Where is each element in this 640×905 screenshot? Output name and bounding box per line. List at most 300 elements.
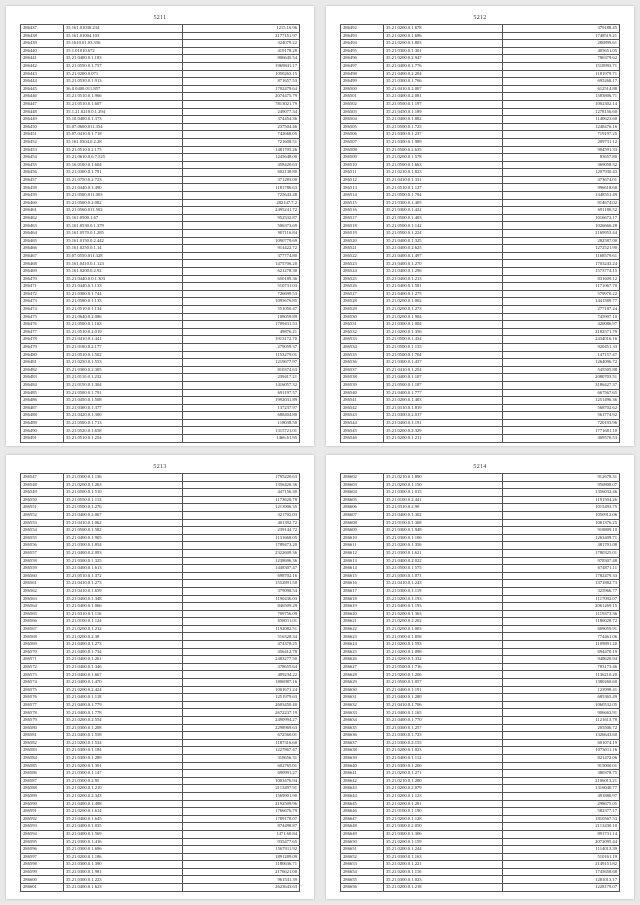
value-cell: 621278.30 [182,268,299,276]
table-row [21,343,300,351]
point-id-cell: 286583 [21,747,64,755]
point-id-cell: 286445 [21,85,64,93]
coordinate-cell: 35.21.0300.0.1.200 [383,762,502,770]
table-row [341,192,620,200]
point-id-cell: 286625 [341,648,384,656]
value-cell: 279059.37 [182,343,299,351]
point-id-cell: 286505 [341,123,384,131]
coordinate-cell: 35.21.0200.0.1.193 [383,595,502,603]
point-id-cell: 286496 [341,55,384,63]
coordinate-cell: 35.21.0510.0.1.966 [63,93,182,101]
point-id-cell: 286616 [341,580,384,588]
table-row [21,275,300,283]
point-id-cell: 286566 [21,618,64,626]
coordinate-cell: 35.21.0400.0.2.204 [383,70,502,78]
coordinate-cell: 35.21.0300.0.1.301 [383,47,502,55]
value-cell: 447156.30 [182,489,299,497]
coordinate-cell: 35.21.0400.0.2.093 [63,549,182,557]
coordinate-cell: 35.21.0300.0.1.858 [383,633,502,641]
value-cell: 1228179.07 [502,884,619,892]
coordinate-cell: 35.21.0200.0.2.343 [63,792,182,800]
point-id-cell: 286513 [341,184,384,192]
table-row [341,861,620,869]
point-id-cell: 286485 [21,389,64,397]
value-cell: 1264096.72 [502,359,619,367]
value-cell: 1789473.20 [182,542,299,550]
coordinate-cell: 35.21.0200.0.2.424 [63,686,182,694]
value-cell: 7813021.79 [182,100,299,108]
table-row [21,694,300,702]
coordinate-cell: 35.21.0300.0.2.017 [383,412,502,420]
value-cell: 137237.97 [182,404,299,412]
coordinate-cell: 35.21.0300.0.1.023 [383,876,502,884]
table-row [341,838,620,846]
table-row [21,747,300,755]
point-id-cell: 286602 [341,474,384,482]
value-cell: 1227867.47 [182,747,299,755]
point-id-cell: 286441 [21,55,64,63]
value-cell: 1002302.14 [502,100,619,108]
coordinate-cell: 35.21.0210.0.1.890 [383,474,502,482]
point-id-cell: 286652 [341,853,384,861]
point-id-cell: 286643 [341,785,384,793]
value-cell: 906663.91 [502,709,619,717]
table-row [21,305,300,313]
value-cell: 935477.65 [182,838,299,846]
table-row [21,78,300,86]
table-row [341,78,620,86]
value-cell: 2672237.19 [182,709,299,717]
value-cell: 1806987.16 [182,679,299,687]
coordinate-cell: 35.21.0440.0.0.1.303 [63,275,182,283]
point-id-cell: 286655 [341,876,384,884]
value-cell: 725643.48 [182,192,299,200]
coordinate-cell: 35.21.0400.0.1.905 [63,534,182,542]
value-cell: 371283.00 [182,176,299,184]
coordinate-cell: 35.21.0400.0.1.498 [63,800,182,808]
point-id-cell: 286501 [341,93,384,101]
point-id-cell: 286553 [21,519,64,527]
table-row [341,565,620,573]
table-row [21,199,300,207]
value-cell: 1913172.70 [182,336,299,344]
value-cell: 1573774.15 [502,268,619,276]
value-cell: 831609.12 [502,275,619,283]
table-row [21,435,300,443]
value-cell: 1969841.17 [182,62,299,70]
coordinate-cell: 35.07.0550.011.328 [63,252,182,260]
table-row [341,762,620,770]
coordinate-cell: 35.21.0410.0.1.331 [383,176,502,184]
value-cell: 209731.12 [502,138,619,146]
table-row [21,55,300,63]
value-cell: 409576.53 [502,435,619,443]
table-row [341,328,620,336]
value-cell: 2113497.91 [182,785,299,793]
coordinate-cell: 35.21.0300.0.1.744 [63,290,182,298]
point-id-cell: 286491 [21,435,64,443]
value-cell: 118038.50 [182,419,299,427]
point-table [340,473,620,892]
table-row [341,245,620,253]
coordinate-cell: 35.21.0300.0.1.136 [63,474,182,482]
point-id-cell: 286656 [341,884,384,892]
point-id-cell: 286594 [21,830,64,838]
point-id-cell: 286597 [21,853,64,861]
table-row [341,481,620,489]
point-id-cell: 286634 [341,717,384,725]
value-cell: 1050912.06 [502,511,619,519]
table-row [21,366,300,374]
point-id-cell: 286477 [21,328,64,336]
table-row [21,108,300,116]
value-cell: 298675.05 [502,800,619,808]
coordinate-cell: 35.21.0400.0.1.734 [63,648,182,656]
value-cell: 377774.80 [182,252,299,260]
coordinate-cell: 35.07.0410.0.1.718 [63,131,182,139]
table-row [21,230,300,238]
point-id-cell: 286556 [21,542,64,550]
point-id-cell: 286573 [21,671,64,679]
coordinate-cell: 35.21.0300.0.2.305 [63,366,182,374]
point-id-cell: 286587 [21,777,64,785]
table-row [341,351,620,359]
coordinate-cell: 35.21.0410.0.1.441 [63,336,182,344]
point-id-cell: 286612 [341,549,384,557]
coordinate-cell: 35.21.0300.0.2.95 [63,777,182,785]
table-row [21,222,300,230]
point-id-cell: 286530 [341,313,384,321]
coordinate-cell: 35.21.0200.0.2.329 [383,427,502,435]
table-row [21,808,300,816]
point-id-cell: 286624 [341,641,384,649]
coordinate-cell: 35.21.0400.0.1.470 [63,679,182,687]
coordinate-cell: 35.21.0410.0.1.243 [383,580,502,588]
point-id-cell: 286558 [21,557,64,565]
point-id-cell: 286576 [21,694,64,702]
point-id-cell: 286488 [21,412,64,420]
point-id-cell: 286626 [341,656,384,664]
value-cell: 1745658.68 [502,868,619,876]
point-id-cell: 286568 [21,633,64,641]
coordinate-cell: 35.21.0500.0.1.142 [383,222,502,230]
point-id-cell: 286443 [21,70,64,78]
value-cell: 147157.47 [502,351,619,359]
value-cell: 2074475.79 [182,93,299,101]
value-cell: 950808.07 [502,481,619,489]
table-row [21,40,300,48]
value-cell: 1356426.36 [182,481,299,489]
table-row [341,154,620,162]
table-row [21,237,300,245]
value-cell: 419178.28 [182,47,299,55]
coordinate-cell: 35.21.0300.0.1.119 [383,587,502,595]
coordinate-cell: 35.21.0400.0.1.558 [63,732,182,740]
table-row [341,808,620,816]
value-cell: 324079.22 [182,40,299,48]
table-row [21,618,300,626]
coordinate-cell: 35.21.0400.0.1.779 [63,701,182,709]
coordinate-cell: 35.21.0200.0.1.098 [383,648,502,656]
coordinate-cell: 35.21.0300.0.1.416 [63,838,182,846]
value-cell: 871657.53 [182,78,299,86]
value-cell: 277187.24 [502,305,619,313]
coordinate-cell: 35.21.0200.0.1.904 [383,313,502,321]
value-cell: 506373.69 [182,222,299,230]
table-row [341,412,620,420]
point-id-cell: 286458 [21,184,64,192]
value-cell: 1326643.60 [502,732,619,740]
table-row [341,237,620,245]
point-id-cell: 286635 [341,724,384,732]
coordinate-cell: 35.21.0500.0.1.794 [383,192,502,200]
coordinate-cell: 35.21.0200.0.1.271 [383,770,502,778]
coordinate-cell: 35.10.0400.0.1.373 [63,116,182,124]
table-row [21,260,300,268]
point-id-cell: 286521 [341,245,384,253]
coordinate-cell: 35.21.0400.0.1.193 [383,603,502,611]
coordinate-cell: 35.21.0400.0.1.273 [63,641,182,649]
value-cell: 1140623.60 [502,116,619,124]
coordinate-cell: 35.21.0400.0.1.581 [383,283,502,291]
table-row [21,648,300,656]
point-id-cell: 286578 [21,709,64,717]
value-cell: 846509.29 [182,603,299,611]
table-row [21,169,300,177]
coordinate-cell: 36.0.0400.011.857 [63,85,182,93]
table-row [341,214,620,222]
table-row [341,489,620,497]
point-id-cell: 286510 [341,161,384,169]
value-cell: 1771681.10 [502,427,619,435]
table-row [341,572,620,580]
coordinate-cell: 35.21.0500.0.1.403 [383,214,502,222]
table-row [341,868,620,876]
point-id-cell: 286457 [21,176,64,184]
value-cell: 821472.06 [502,754,619,762]
coordinate-cell: 35.21.0200.0.1.159 [383,838,502,846]
value-cell: 1187316.60 [182,739,299,747]
table-row [341,374,620,382]
table-row [21,116,300,124]
table-row [341,389,620,397]
point-id-cell: 286619 [341,603,384,611]
value-cell: 282587.00 [502,237,619,245]
value-cell: 1191504.26 [502,496,619,504]
table-row [341,595,620,603]
value-cell: 1518993.71 [502,62,619,70]
value-cell: 602765.01 [182,762,299,770]
point-id-cell: 286615 [341,572,384,580]
point-id-cell: 286483 [21,374,64,382]
coordinate-cell: 35.21.0300.0.1.405 [383,199,502,207]
value-cell: 237504.46 [182,123,299,131]
coordinate-cell: 35.21.0500.0.1.057 [383,679,502,687]
table-row [21,572,300,580]
table-row [341,435,620,443]
point-id-cell: 286479 [21,343,64,351]
coordinate-cell: 35.21.0300.0.1.237 [383,131,502,139]
value-cell: 609059.91 [502,625,619,633]
value-cell: 1136210.20 [502,671,619,679]
value-cell: 2177151.97 [182,32,299,40]
point-id-cell: 286596 [21,846,64,854]
coordinate-cell: 35.21.0200.0.1.614 [63,808,182,816]
value-cell: 1131668.05 [182,534,299,542]
value-cell: 1003476.94 [182,777,299,785]
point-id-cell: 286472 [21,290,64,298]
point-id-cell: 286557 [21,549,64,557]
value-cell: 1081376.25 [502,519,619,527]
coordinate-cell: 35.21.0300.0.1.208 [63,724,182,732]
table-row [341,275,620,283]
table-row [341,207,620,215]
value-cell: 1448307.47 [182,565,299,573]
table-row [21,785,300,793]
coordinate-cell: 35.21.0500.0.1.187 [383,381,502,389]
coordinate-cell: 35.21.0400.0.1.270 [383,260,502,268]
coordinate-cell: 35.21.0550.0.1.113 [63,496,182,504]
table-row [21,610,300,618]
point-id-cell: 286645 [341,800,384,808]
table-row [21,389,300,397]
value-cell: 473674.01 [502,176,619,184]
coordinate-cell: 35.21.0500.0.1.434 [383,336,502,344]
table-row [21,504,300,512]
value-cell: 1416057.32 [182,381,299,389]
coordinate-cell: 35.21.0500.0.2.082 [63,199,182,207]
coordinate-cell: 35.21.0500.0.2.635 [383,146,502,154]
coordinate-cell: 35.21.0300.0.1.257 [383,724,502,732]
point-id-cell: 286519 [341,230,384,238]
table-row [21,732,300,740]
point-id-cell: 286449 [21,116,64,124]
value-cell: 1153279.01 [182,351,299,359]
value-cell: 1109891.20 [502,641,619,649]
point-id-cell: 286495 [341,47,384,55]
point-id-cell: 286604 [341,489,384,497]
point-table [20,24,300,443]
table-row [21,823,300,831]
value-cell: 721608.51 [182,138,299,146]
table-row [21,184,300,192]
point-id-cell: 286618 [341,595,384,603]
value-cell: 381701.08 [502,542,619,550]
point-id-cell: 286486 [21,397,64,405]
value-cell: 920451.33 [502,343,619,351]
value-cell: 1073011.16 [502,747,619,755]
table-row [21,351,300,359]
value-cell: 786379.62 [502,55,619,63]
table-row [341,146,620,154]
point-id-cell: 286653 [341,861,384,869]
point-id-cell: 286490 [21,427,64,435]
point-id-cell: 286466 [21,245,64,253]
point-id-cell: 286554 [21,527,64,535]
value-cell: 579970.22 [502,290,619,298]
value-cell: 907116.84 [182,230,299,238]
table-row [341,792,620,800]
point-id-cell: 286499 [341,78,384,86]
value-cell: 1192082.51 [182,625,299,633]
value-cell: 1380260.60 [502,679,619,687]
coordinate-cell: 35.21.0300.0.1.004 [383,321,502,329]
point-id-cell: 286539 [341,381,384,389]
value-cell: 1567911.92 [182,846,299,854]
table-row [21,427,300,435]
coordinate-cell: 35.21.0410.0.1.659 [63,587,182,595]
point-id-cell: 286646 [341,808,384,816]
coordinate-cell: 35.21.0300.0.1.390 [63,861,182,869]
table-row [341,717,620,725]
table-row [341,754,620,762]
point-id-cell: 286548 [21,481,64,489]
point-id-cell: 286497 [341,62,384,70]
value-cell: 405651.05 [502,47,619,55]
point-id-cell: 286502 [341,100,384,108]
table-row [21,283,300,291]
point-id-cell: 286620 [341,610,384,618]
table-row [341,853,620,861]
value-cell: 1168579.61 [502,252,619,260]
coordinate-cell: 35.21.0500.0.1.155 [383,343,502,351]
table-row [21,838,300,846]
point-id-cell: 286543 [341,412,384,420]
coordinate-cell: 35.21.0300.0.1.106 [383,534,502,542]
table-row [21,489,300,497]
coordinate-cell: 35.21.0400.0.1.770 [383,717,502,725]
point-id-cell: 286631 [341,694,384,702]
table-row [21,25,300,33]
value-cell: 249077.34 [182,108,299,116]
point-id-cell: 286650 [341,838,384,846]
coordinate-cell: 35.21.0400.0.1.497 [383,252,502,260]
value-cell: 1281013.17 [502,876,619,884]
coordinate-cell: 35.161.0150.0.2.442 [63,237,182,245]
coordinate-cell: 35.1.01010.672 [63,47,182,55]
coordinate-cell: 35.21.0400.0.1.107 [383,374,502,382]
table-row [341,268,620,276]
coordinate-cell: 35.21.0200.0.1.696 [383,32,502,40]
value-cell: 2192509.96 [182,800,299,808]
value-cell: 1119373.36 [502,610,619,618]
coordinate-cell: 35.21.0200.0.1.002 [383,298,502,306]
value-cell: 551050.47 [182,305,299,313]
value-cell: 1095676.85 [182,298,299,306]
table-row [341,366,620,374]
table-row [21,268,300,276]
point-id-cell: 286518 [341,222,384,230]
coordinate-cell: 35.21.0200.0.071 [63,70,182,78]
coordinate-cell: 35.21.0300.0.1.071 [383,572,502,580]
point-id-cell: 286467 [21,252,64,260]
table-row [341,305,620,313]
coordinate-cell: 35.21.0440.0.1.490 [63,184,182,192]
table-row [341,823,620,831]
point-id-cell: 286600 [21,876,64,884]
coordinate-cell: 35.21.0300.0.1.015 [383,489,502,497]
sheet-number: 5214 [473,464,487,470]
coordinate-cell: 35.21.0400.0.1.325 [383,237,502,245]
point-id-cell: 286535 [341,351,384,359]
coordinate-cell: 35.21.0500.0.1.713 [63,419,182,427]
point-id-cell: 286641 [341,770,384,778]
coordinate-cell: 35.21.0640.0.2.086 [63,313,182,321]
coordinate-cell: 35.21.0410.0.1.273 [63,580,182,588]
coordinate-cell: 35.21.0300.0.1.377 [63,404,182,412]
coordinate-cell: 35.1.21.0210.0.1.294 [63,108,182,116]
table-row [21,100,300,108]
